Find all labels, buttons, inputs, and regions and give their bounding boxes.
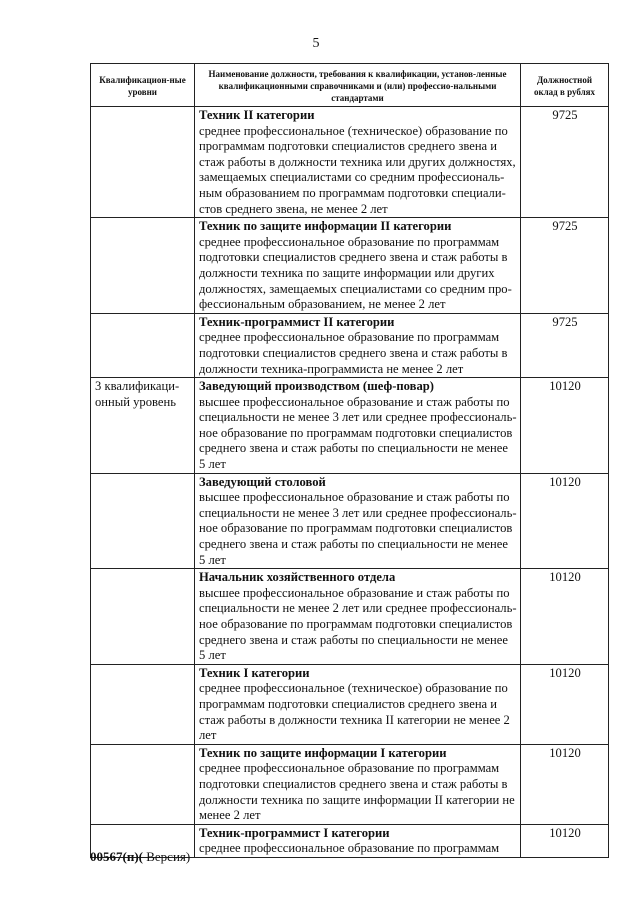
level-cell [91, 313, 195, 377]
level-cell [91, 744, 195, 824]
table-row [91, 664, 609, 744]
table-row [91, 107, 609, 218]
position-cell [195, 744, 521, 824]
qualification-table [90, 63, 609, 858]
position-cell [195, 107, 521, 218]
position-requirements: среднее профессиональное образование по программам [199, 841, 500, 856]
position-title: Начальник хозяйственного отдела [199, 570, 396, 585]
salary-cell: 9725 [521, 313, 609, 377]
salary-cell: 9725 [521, 218, 609, 314]
table-row [91, 378, 609, 474]
table-row [91, 744, 609, 824]
position-cell [195, 824, 521, 857]
level-cell [91, 664, 195, 744]
position-requirements: среднее профессиональное (техническое) образование по программам подготовки специалистов среднего звена и стаж работы в должности техника или других должностях, замещаемых специалистами со средним профессиональ-ным образованием по программам подготовки специали-стов среднего звена, не менее 2 лет [199, 123, 516, 216]
position-cell [195, 378, 521, 474]
level-cell [91, 569, 195, 665]
position-requirements: среднее профессиональное (техническое) образование по программам подготовки специалистов среднего звена и стаж работы в должности техника II категории не менее 2 лет [199, 681, 510, 743]
position-title: Заведующий производством (шеф-повар) [199, 379, 434, 394]
level-cell [91, 473, 195, 569]
salary-cell: 10120 [521, 569, 609, 665]
position-title: Техник по защите информации I категории [199, 745, 447, 760]
position-title: Техник II категории [199, 108, 315, 122]
table-row [91, 473, 609, 569]
position-requirements: среднее профессиональное образование по программам подготовки специалистов среднего звена и стаж работы в должности техника по защите информации или других должностях, замещаемых специалистами со средним про-фессиональным образованием, не менее 2 лет [199, 234, 512, 312]
salary-cell: 10120 [521, 744, 609, 824]
position-title: Заведующий столовой [199, 474, 326, 489]
position-cell [195, 313, 521, 377]
position-requirements: среднее профессиональное образование по программам подготовки специалистов среднего звена и стаж работы в должности техника-программиста не менее 2 лет [199, 330, 508, 376]
salary-cell: 10120 [521, 664, 609, 744]
document-footer-code [90, 849, 190, 865]
position-title: Техник по защите информации II категории [199, 219, 452, 234]
position-requirements: высшее профессиональное образование и стаж работы по специальности не менее 3 лет или среднее профессиональ-ное образование по программам подготовки специалистов среднего звена и стаж работы по специальности не менее 5 лет [199, 394, 517, 472]
salary-cell: 10120 [521, 378, 609, 474]
position-title: Техник-программист II категории [199, 314, 395, 329]
level-cell [91, 218, 195, 314]
position-cell [195, 473, 521, 569]
table-row [91, 218, 609, 314]
position-cell [195, 218, 521, 314]
position-title: Техник I категории [199, 665, 310, 680]
level-cell [91, 107, 195, 218]
position-title: Техник-программист I категории [199, 825, 390, 840]
table-row [91, 569, 609, 665]
header-salary: Должностной оклад в рублях [521, 64, 609, 107]
position-cell [195, 569, 521, 665]
header-position-requirements: Наименование должности, требования к квалификации, установ-ленные квалификационными справочниками и (или) профессио-нальными стандартами [195, 64, 521, 107]
page-number: 5 [312, 36, 320, 51]
table-row [91, 313, 609, 377]
footer-version: Версия) [142, 849, 191, 864]
footer-code: 00567(п)( [90, 849, 143, 864]
level-cell: 3 квалификаци-онный уровень [91, 378, 195, 474]
position-cell [195, 664, 521, 744]
salary-cell: 10120 [521, 824, 609, 857]
position-requirements: высшее профессиональное образование и стаж работы по специальности не менее 2 лет или среднее профессиональ-ное образование по программам подготовки специалистов среднего звена и стаж работы по специальности не менее 5 лет [199, 585, 517, 663]
salary-cell: 10120 [521, 473, 609, 569]
salary-cell: 9725 [521, 107, 609, 218]
table-header-row [91, 64, 609, 107]
header-qualification-levels: Квалификацион-ные уровни [91, 64, 195, 107]
position-requirements: среднее профессиональное образование по программам подготовки специалистов среднего звена и стаж работы в должности техника по защите информации II категории не менее 2 лет [199, 761, 515, 823]
position-requirements: высшее профессиональное образование и стаж работы по специальности не менее 3 лет или среднее профессиональ-ное образование по программам подготовки специалистов среднего звена и стаж работы по специальности не менее 5 лет [199, 490, 517, 567]
